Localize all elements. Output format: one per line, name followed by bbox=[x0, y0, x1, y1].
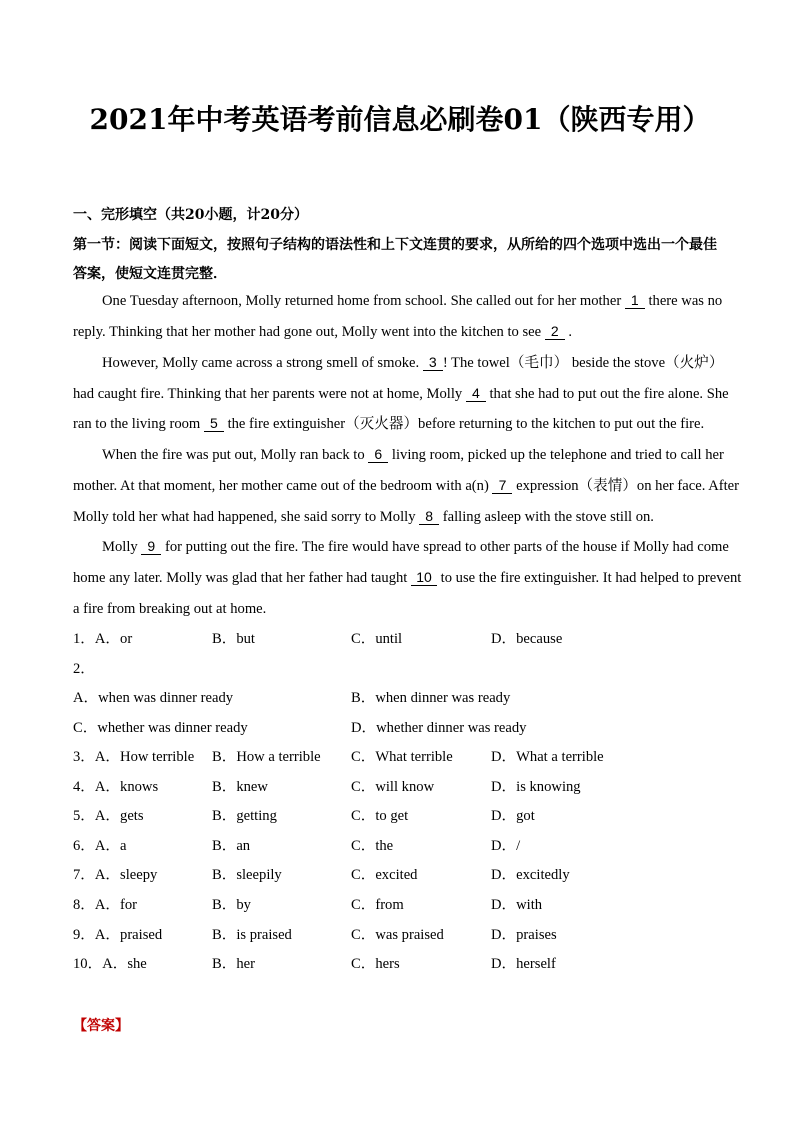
question-1-option-b: B．but bbox=[212, 631, 255, 647]
blank-1: 1 bbox=[625, 292, 645, 309]
question-4-option-b: B．knew bbox=[212, 779, 268, 795]
question-10-option-b: B．her bbox=[212, 956, 255, 972]
document-title: 2021年中考英语考前信息必刷卷01（陕西专用） bbox=[89, 103, 711, 136]
question-5-option-d: D．got bbox=[491, 808, 535, 824]
question-8-option-b: B．by bbox=[212, 897, 251, 913]
question-6-option-d: D．/ bbox=[491, 838, 521, 854]
question-1-option-d: D．because bbox=[491, 631, 563, 647]
question-6-option-c: C．the bbox=[351, 838, 394, 854]
question-10-option-c: C．hers bbox=[351, 956, 400, 972]
question-6-option-a: 6．A．a bbox=[73, 838, 127, 854]
question-2-option-c: C．whether was dinner ready bbox=[73, 720, 248, 736]
passage-line: ran to the living room 5 the fire extinguisher（灭火器）before returning to the kitchen to put out the fire. bbox=[73, 415, 705, 432]
passage-line: home any later. Molly was glad that her father had taught 10 to use the fire extinguisher. It had helped to prevent bbox=[73, 569, 742, 586]
question-9-option-d: D．praises bbox=[491, 927, 557, 943]
blank-2: 2 bbox=[545, 323, 565, 340]
question-10-option-a: 10．A．she bbox=[73, 956, 147, 972]
instruction-line-1: 第一节：阅读下面短文，按照句子结构的语法性和上下文连贯的要求，从所给的四个选项中选出一个最佳 bbox=[73, 237, 717, 253]
question-2-number: 2． bbox=[73, 661, 95, 677]
question-10-option-d: D．herself bbox=[491, 956, 556, 972]
question-7-option-c: C．excited bbox=[351, 867, 418, 883]
passage-line: One Tuesday afternoon, Molly returned home from school. She called out for her mother 1 there was no bbox=[102, 292, 723, 309]
question-7-option-a: 7．A．sleepy bbox=[73, 867, 158, 883]
question-4-option-a: 4．A．knows bbox=[73, 779, 159, 795]
question-5-option-c: C．to get bbox=[351, 808, 409, 824]
blank-3: 3 bbox=[423, 354, 443, 371]
question-3-option-d: D．What a terrible bbox=[491, 749, 604, 765]
passage-line: reply. Thinking that her mother had gone out, Molly went into the kitchen to see 2 . bbox=[73, 323, 573, 340]
passage-line: Molly told her what had happened, she said sorry to Molly 8 falling asleep with the stove still on. bbox=[73, 508, 654, 525]
question-4-option-c: C．will know bbox=[351, 779, 435, 795]
question-8-option-c: C．from bbox=[351, 897, 404, 913]
question-1-option-a: 1．A．or bbox=[73, 631, 133, 647]
blank-6: 6 bbox=[368, 446, 388, 463]
blank-9: 9 bbox=[141, 538, 161, 555]
question-9-option-b: B．is praised bbox=[212, 927, 292, 943]
question-2-option-d: D．whether dinner was ready bbox=[351, 720, 527, 736]
passage-line: mother. At that moment, her mother came out of the bedroom with a(n) 7 expression（表情）on her face. After bbox=[73, 477, 740, 494]
blank-8: 8 bbox=[419, 508, 439, 525]
question-5-option-b: B．getting bbox=[212, 808, 277, 824]
question-7-option-b: B．sleepily bbox=[212, 867, 282, 883]
question-3-option-a: 3．A．How terrible bbox=[73, 749, 195, 765]
blank-7: 7 bbox=[492, 477, 512, 494]
instruction-line-2: 答案，使短文连贯完整． bbox=[73, 266, 227, 282]
question-7-option-d: D．excitedly bbox=[491, 867, 570, 883]
blank-5: 5 bbox=[204, 415, 224, 432]
question-8-option-a: 8．A．for bbox=[73, 897, 138, 913]
question-6-option-b: B．an bbox=[212, 838, 251, 854]
blank-4: 4 bbox=[466, 385, 486, 402]
question-4-option-d: D．is knowing bbox=[491, 779, 581, 795]
question-2-option-a: A．when was dinner ready bbox=[73, 690, 234, 706]
passage-line: However, Molly came across a strong smell of smoke. 3 ! The towel（毛巾） beside the stove（火炉） bbox=[102, 354, 724, 371]
answer-label: 【答案】 bbox=[73, 1018, 129, 1034]
question-3-option-c: C．What terrible bbox=[351, 749, 453, 765]
question-1-option-c: C．until bbox=[351, 631, 403, 647]
question-9-option-a: 9．A．praised bbox=[73, 927, 163, 943]
passage-line: had caught fire. Thinking that her parents were not at home, Molly 4 that she had to put out the fire alone. She bbox=[73, 385, 729, 402]
question-5-option-a: 5．A．gets bbox=[73, 808, 144, 824]
question-3-option-b: B．How a terrible bbox=[212, 749, 321, 765]
passage-line: When the fire was put out, Molly ran back to 6 living room, picked up the telephone and tried to call her bbox=[102, 446, 724, 463]
passage-line: Molly 9 for putting out the fire. The fire would have spread to other parts of the house if Molly had come bbox=[102, 538, 729, 555]
passage-line: a fire from breaking out at home. bbox=[73, 601, 267, 617]
question-9-option-c: C．was praised bbox=[351, 927, 444, 943]
question-2-option-b: B．when dinner was ready bbox=[351, 690, 511, 706]
section-heading: 一、完形填空（共20小题，计20分） bbox=[73, 207, 308, 223]
question-8-option-d: D．with bbox=[491, 897, 543, 913]
blank-10: 10 bbox=[411, 569, 437, 586]
